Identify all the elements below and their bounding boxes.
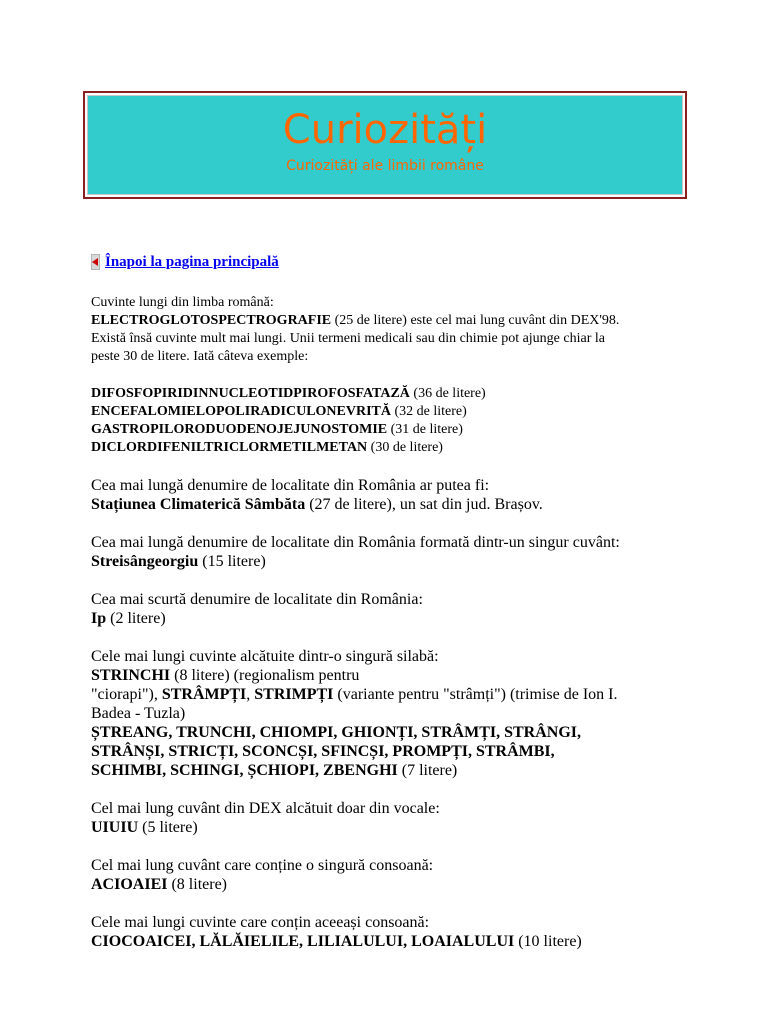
highlight-word: Stațiunea Climaterică Sâmbăta — [91, 496, 306, 513]
section-body — [91, 666, 691, 685]
section-body — [91, 609, 691, 628]
examples-list — [91, 385, 691, 457]
example-word: ENCEFALOMIELOPOLIRADICULONEVRITĂ — [91, 404, 391, 419]
page-title: Curiozități — [282, 107, 488, 153]
list-item — [91, 385, 691, 403]
highlight-word: Streisângeorgiu — [91, 553, 199, 570]
section-single-consonant — [91, 856, 691, 894]
main-content — [91, 250, 691, 951]
section-heading: Cea mai scurtă denumire de localitate din România: — [91, 591, 423, 608]
highlight-word-list: STRÂNȘI, STRICȚI, SCONCȘI, SFINCȘI, PROMPȚI, STRÂMBI, — [91, 743, 555, 760]
longest-dex-word: ELECTROGLOTOSPECTROGRAFIE — [91, 313, 332, 328]
section-heading: Cele mai lungi cuvinte care conțin aceeași consoană: — [91, 914, 430, 931]
example-count: (32 de litere) — [391, 404, 467, 419]
section-text: (variante pentru "strâmți") (trimise de Ion I. — [333, 686, 618, 703]
section-body — [91, 723, 691, 742]
example-word: DICLORDIFENILTRICLORMETILMETAN — [91, 440, 368, 455]
section-same-consonant — [91, 913, 691, 951]
highlight-word: STRÂMPȚI — [161, 686, 247, 703]
highlight-word: STRINCHI — [91, 667, 171, 684]
section-body — [91, 932, 691, 951]
section-body: Badea - Tuzla) — [91, 705, 186, 722]
section-shortest-locality — [91, 590, 691, 628]
highlight-word: Ip — [91, 610, 107, 627]
section-body — [91, 495, 691, 514]
list-item — [91, 421, 691, 439]
back-to-home-link[interactable]: Înapoi la pagina principală — [105, 253, 279, 270]
section-heading: Cel mai lung cuvânt care conține o singură consoană: — [91, 857, 434, 874]
list-item — [91, 403, 691, 421]
example-word: DIFOSFOPIRIDINNUCLEOTIDPIROFOSFATAZĂ — [91, 386, 410, 401]
section-body — [91, 875, 691, 894]
list-item — [91, 439, 691, 457]
highlight-word-list: ȘTREANG, TRUNCHI, CHIOMPI, GHIONȚI, STRÂMȚI, STRÂNGI, — [91, 724, 581, 741]
section-text: (7 litere) — [397, 762, 458, 779]
section-text: (10 litere) — [514, 933, 582, 950]
highlight-word: STRIMPȚI — [254, 686, 334, 703]
header-banner — [83, 91, 687, 199]
section-text: , — [246, 686, 255, 703]
intro-line: peste 30 de litere. Iată câteva exemple: — [91, 349, 309, 364]
intro-line — [91, 312, 691, 330]
intro-text: (25 de litere) este cel mai lung cuvânt din DEX'98. — [331, 313, 620, 328]
section-body — [91, 818, 691, 837]
section-longest-locality — [91, 476, 691, 514]
intro-line: Există însă cuvinte mult mai lungi. Unii termeni medicali sau din chimie pot ajunge chiar la — [91, 331, 605, 346]
section-longest-single-word-locality — [91, 533, 691, 571]
section-vowels-only — [91, 799, 691, 837]
highlight-word: ACIOAIEI — [91, 876, 168, 893]
section-single-syllable — [91, 647, 691, 780]
section-heading: Cele mai lungi cuvinte alcătuite dintr-o singură silabă: — [91, 648, 439, 665]
section-text: "ciorapi"), — [91, 686, 162, 703]
back-navigation — [91, 250, 691, 274]
section-body — [91, 742, 691, 761]
section-text: (8 litere) — [167, 876, 227, 893]
section-text: (5 litere) — [138, 819, 198, 836]
page-subtitle: Curiozități ale limbii române — [286, 158, 484, 174]
section-text: (2 litere) — [106, 610, 166, 627]
section-text: (15 litere) — [198, 553, 266, 570]
section-heading: Cea mai lungă denumire de localitate din România formată dintr-un singur cuvânt: — [91, 534, 620, 551]
intro-line: Cuvinte lungi din limba română: — [91, 295, 274, 310]
highlight-word-list: CIOCOAICEI, LĂLĂIELILE, LILIALULUI, LOAIALULUI — [91, 933, 515, 950]
back-arrow-icon[interactable] — [91, 254, 100, 270]
section-heading: Cea mai lungă denumire de localitate din România ar putea fi: — [91, 477, 490, 494]
section-body — [91, 685, 691, 704]
section-body — [91, 552, 691, 571]
highlight-word-list: SCHIMBI, SCHINGI, ȘCHIOPI, ZBENGHI — [91, 762, 398, 779]
example-count: (36 de litere) — [409, 386, 486, 401]
example-count: (30 de litere) — [367, 440, 443, 455]
example-count: (31 de litere) — [387, 422, 463, 437]
section-body — [91, 761, 691, 780]
section-text: (8 litere) (regionalism pentru — [170, 667, 360, 684]
highlight-word: UIUIU — [91, 819, 139, 836]
section-heading: Cel mai lung cuvânt din DEX alcătuit doar din vocale: — [91, 800, 440, 817]
example-word: GASTROPILORODUODENOJEJUNOSTOMIE — [91, 422, 388, 437]
section-text: (27 de litere), un sat din jud. Brașov. — [305, 496, 543, 513]
header-banner-panel — [87, 95, 683, 195]
intro-paragraph — [91, 294, 691, 366]
